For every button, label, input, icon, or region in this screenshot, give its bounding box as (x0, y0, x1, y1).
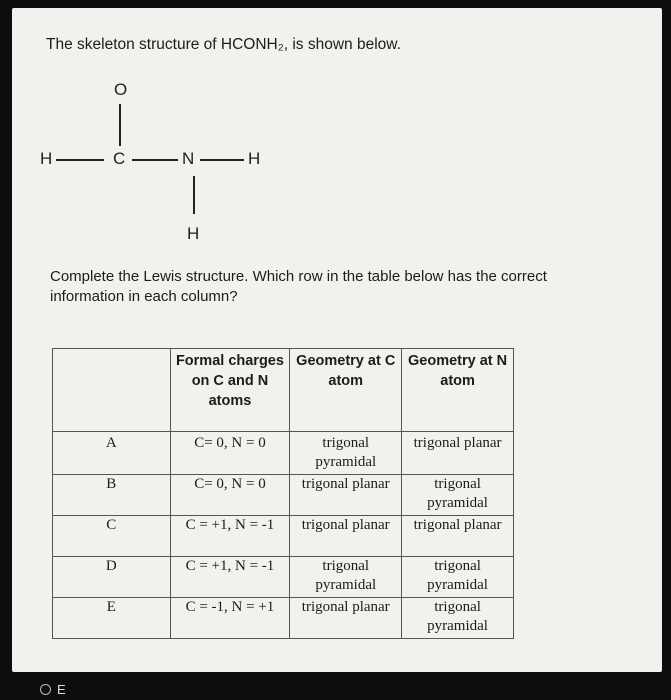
atom-h-left: H (40, 149, 53, 168)
row-geometry-c: trigonal planar (290, 475, 402, 516)
atom-h-right: H (248, 149, 261, 168)
row-charges: C = +1, N = -1 (170, 557, 290, 598)
row-geometry-c: trigonal planar (290, 516, 402, 557)
row-geometry-c: trigonal pyramidal (290, 432, 402, 475)
row-charges: C= 0, N = 0 (170, 475, 290, 516)
bond-n-h-right (200, 159, 244, 161)
answer-option-e[interactable] (40, 682, 66, 697)
row-geometry-n: trigonal planar (402, 516, 514, 557)
answer-option-label: E (57, 682, 66, 697)
atom-o-top: O (114, 80, 128, 99)
row-charges: C = +1, N = -1 (170, 516, 290, 557)
row-geometry-n: trigonal planar (402, 432, 514, 475)
row-label: D (53, 557, 171, 598)
table-row (53, 598, 514, 639)
row-charges: C= 0, N = 0 (170, 432, 290, 475)
row-geometry-n: trigonal pyramidal (402, 598, 514, 639)
answer-table (52, 348, 514, 639)
row-label: B (53, 475, 171, 516)
table-row (53, 475, 514, 516)
question-line-1: Complete the Lewis structure. Which row in the table below has the correct (50, 268, 547, 285)
row-geometry-n: trigonal pyramidal (402, 557, 514, 598)
bond-c-o (119, 104, 121, 146)
atom-h-bottom: H (187, 224, 200, 243)
radio-icon[interactable] (40, 684, 51, 695)
bond-n-h-bottom (193, 176, 195, 214)
header-geometry-c: Geometry at C atom (290, 349, 402, 432)
row-label: C (53, 516, 171, 557)
header-formal-charges: Formal charges on C and N atoms (170, 349, 290, 432)
question-line-2: information in each column? (50, 288, 238, 305)
row-label: A (53, 432, 171, 475)
table-row (53, 432, 514, 475)
intro-text: The skeleton structure of HCONH₂, is shown below. (46, 36, 401, 53)
row-geometry-c: trigonal planar (290, 598, 402, 639)
row-geometry-n: trigonal pyramidal (402, 475, 514, 516)
row-charges: C = -1, N = +1 (170, 598, 290, 639)
table-row (53, 557, 514, 598)
header-geometry-n: Geometry at N atom (402, 349, 514, 432)
atom-c-center: C (113, 149, 126, 168)
row-label: E (53, 598, 171, 639)
table-row (53, 516, 514, 557)
atom-n: N (182, 149, 195, 168)
header-label (53, 349, 171, 432)
row-geometry-c: trigonal pyramidal (290, 557, 402, 598)
bond-h-c (56, 159, 104, 161)
table-header-row (53, 349, 514, 432)
bond-c-n (132, 159, 178, 161)
